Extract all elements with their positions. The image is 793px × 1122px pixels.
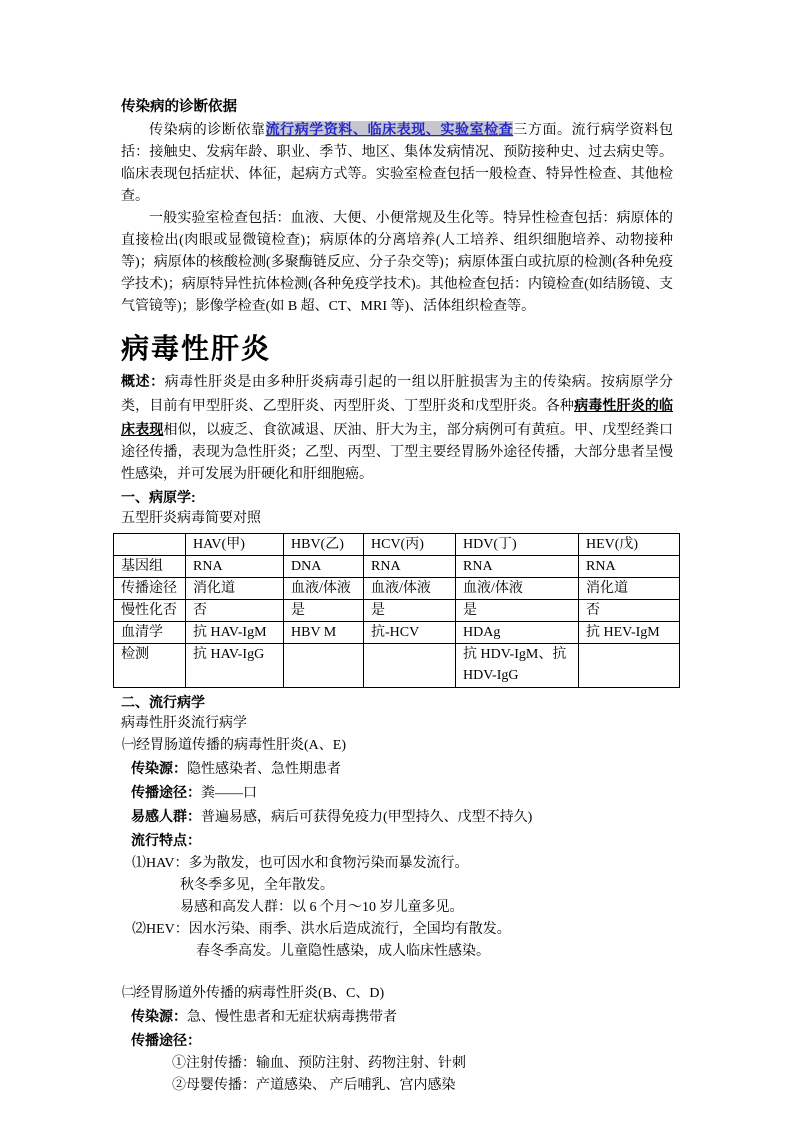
table-cell: 抗 HDV-IgM、抗 HDV-IgG: [456, 644, 579, 688]
chapter-title-viral-hepatitis: 病毒性肝炎: [121, 334, 272, 365]
paragraph-overview: [121, 370, 673, 486]
overview-text-post: 相似，以疲乏、食欲减退、厌油、肝大为主，部分病例可有黄疸。甲、戊型经粪口途径传播，表现为急性肝炎；乙型、丙型、丁型主要经胃肠外途径传播，大部分患者呈慢性感染，并可发展为肝硬化和肝细胞癌。: [121, 423, 674, 482]
table-cell: 否: [579, 600, 680, 622]
table-cell: 抗 HAV-IgM: [186, 622, 284, 644]
table-header-cell: HCV(丙): [364, 534, 456, 556]
table-cell: RNA: [186, 556, 284, 578]
infection-source-label: 传染源：: [131, 1008, 187, 1024]
table-row-chronicity: [114, 600, 680, 622]
table-cell: RNA: [579, 556, 680, 578]
table-caption: 五型肝炎病毒简要对照: [121, 511, 261, 526]
table-cell: 消化道: [186, 578, 284, 600]
row-label-cell: 血清学: [114, 622, 186, 644]
table-cell: HDAg: [456, 622, 579, 644]
table-cell: 是: [284, 600, 364, 622]
group-b-infection-source-line: [121, 1005, 673, 1029]
table-header-cell: HEV(戊): [579, 534, 680, 556]
table-cell: 抗 HAV-IgG: [186, 644, 284, 688]
group-a-infection-source-line: [121, 757, 673, 781]
susceptible-value: 普遍易感，病后可获得免疫力(甲型持久、戊型不持久): [201, 810, 533, 825]
hav-feature-line-2: 秋冬季多见，全年散发。: [180, 878, 334, 893]
highlighted-key-terms: 流行病学资料、临床表现、实验室检查: [265, 121, 514, 137]
heading-etiology: 一、病原学:: [121, 489, 196, 505]
table-cell: RNA: [456, 556, 579, 578]
table-cell: 血液/体液: [456, 578, 579, 600]
table-cell: 血液/体液: [364, 578, 456, 600]
table-cell: DNA: [284, 556, 364, 578]
group-b-transmission-route-label: [121, 1029, 673, 1053]
table-cell: HBV M: [284, 622, 364, 644]
group-b-heading: ㈡经胃肠道外传播的病毒性肝炎(B、C、D): [122, 986, 385, 1001]
overview-label: 概述：: [121, 373, 165, 389]
hev-feature-line-2: 春冬季高发。儿童隐性感染，成人临床性感染。: [196, 944, 490, 959]
table-row-transmission: [114, 578, 680, 600]
table-header-cell: HAV(甲): [186, 534, 284, 556]
group-b-route-injection: ①注射传播：输血、预防注射、药物注射、针刺: [172, 1056, 466, 1071]
diagnosis-text-post: 三方面。流行病学资料包括：接触史、发病年龄、职业、季节、地区、集体发病情况、预防接种史、过去病史等。临床表现包括症状、体征，起病方式等。实验室检查包括一般检查、特异性检查、其他检查。: [121, 123, 674, 204]
table-header-cell: HBV(乙): [284, 534, 364, 556]
table-cell: 是: [364, 600, 456, 622]
section-title-diagnosis: 传染病的诊断依据: [121, 99, 237, 115]
infection-source-value: 隐性感染者、急性期患者: [187, 762, 341, 777]
table-cell: [364, 644, 456, 688]
epidemic-features-label: 流行特点：: [131, 832, 201, 848]
table-header-cell: [114, 534, 186, 556]
table-cell: [579, 644, 680, 688]
overview-text-pre: 病毒性肝炎是由多种肝炎病毒引起的一组以肝脏损害为主的传染病。按病原学分类，目前有甲型肝炎、乙型肝炎、丙型肝炎、丁型肝炎和戊型肝炎。各种: [121, 375, 674, 414]
table-cell: 是: [456, 600, 579, 622]
hepatitis-comparison-table: [113, 533, 680, 688]
group-a-features-label: [121, 829, 673, 853]
table-cell: 血液/体液: [284, 578, 364, 600]
row-label-cell: 检测: [114, 644, 186, 688]
transmission-route-value: 粪——口: [201, 786, 257, 801]
document-content: [121, 96, 673, 1097]
paragraph-lab-tests: 一般实验室检查包括：血液、大便、小便常规及生化等。特异性检查包括：病原体的直接检出(肉眼或显微镜检查)；病原体的分离培养(人工培养、组织细胞培养、动物接种等)；病原体的核酸检测(多聚酶链反应、分子杂交等)；病原体蛋白或抗原的检测(各种免疫学技术)；病原特异性抗体检测(各种免疫学技术)。其他检查包括：内镜检查(如结肠镜、支气管镜等)；影像学检查(如 B 超、CT、MRI 等)、活体组织检查等。: [121, 211, 673, 314]
group-a-transmission-route-line: [121, 781, 673, 805]
group-a-susceptible-line: [121, 805, 673, 829]
row-label-cell: 基因组: [114, 556, 186, 578]
epidemiology-subtitle: 病毒性肝炎流行病学: [121, 716, 247, 731]
table-cell: [284, 644, 364, 688]
transmission-route-label: 传播途径：: [131, 784, 201, 800]
table-cell: 否: [186, 600, 284, 622]
infection-source-label: 传染源：: [131, 760, 187, 776]
row-label-cell: 慢性化否: [114, 600, 186, 622]
diagnosis-text-pre: 传染病的诊断依靠: [149, 123, 266, 138]
group-a-heading: ㈠经胃肠道传播的病毒性肝炎(A、E): [122, 738, 346, 753]
infection-source-value: 急、慢性患者和无症状病毒携带者: [187, 1010, 397, 1025]
paragraph-diagnosis-basis: [121, 118, 673, 208]
table-row-genome: [114, 556, 680, 578]
table-row-serology: [114, 622, 680, 644]
table-row-detection: [114, 644, 680, 688]
table-cell: 抗 HEV-IgM: [579, 622, 680, 644]
overview-emphasized-phrase: 病毒性肝炎的临床表现: [121, 397, 674, 437]
row-label-cell: 传播途径: [114, 578, 186, 600]
table-cell: 消化道: [579, 578, 680, 600]
table-cell: RNA: [364, 556, 456, 578]
group-b-route-mother-infant: ②母婴传播：产道感染、 产后哺乳、宫内感染: [172, 1078, 456, 1093]
heading-epidemiology: 二、流行病学: [121, 694, 205, 710]
table-header-cell: HDV(丁): [456, 534, 579, 556]
hev-feature-line-1: ⑵HEV：因水污染、雨季、洪水后造成流行，全国均有散发。: [132, 922, 511, 937]
transmission-route-label: 传播途径：: [131, 1032, 201, 1048]
table-header-row: [114, 534, 680, 556]
susceptible-label: 易感人群：: [131, 808, 201, 824]
hav-feature-line-3: 易感和高发人群：以 6 个月～10 岁儿童多见。: [180, 900, 464, 915]
hav-feature-line-1: ⑴HAV：多为散发，也可因水和食物污染而暴发流行。: [132, 856, 469, 871]
table-cell: 抗-HCV: [364, 622, 456, 644]
